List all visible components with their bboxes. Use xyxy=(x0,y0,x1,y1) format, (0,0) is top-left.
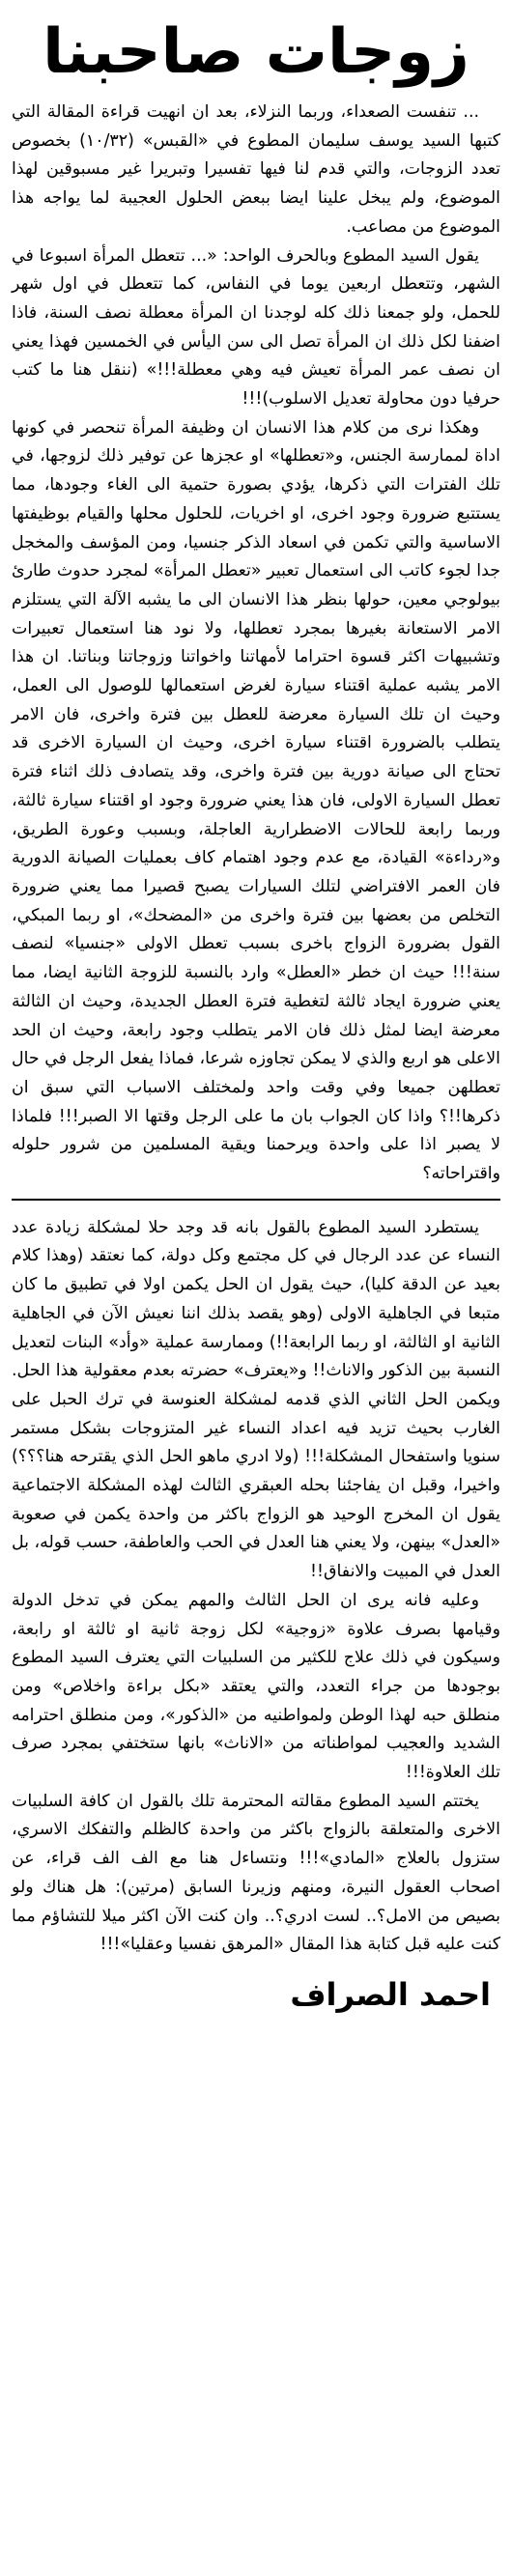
paragraph-analysis: وهكذا نرى من كلام هذا الانسان ان وظيفة المرأة تنحصر في كونها اداة لممارسة الجنس، و«تعطلها» او عجزها عن توفير ذلك لزوجها، في تلك الفترات التي ذكرها، يؤدي بصورة حتمية الى الغاء وجودها، مما يستتبع ضرورة وجود اخرى، او اخريات، للحلول محلها والقيام بوظيفتها الاساسية والتي تكمن في اسعاد الذكر جنسيا، ومن المؤسف والمخجل جدا لجوء كاتب الى استعمال تعبير «تعطل المرأة» لمجرد حدوث طارئ بيولوجي معين، حولها بنظر هذا الانسان الى ما يشبه الآلة التي يستلزم الامر الاستعانة بغيرها بمجرد تعطلها، ولا نود هنا استعمال تعبيرات وتشبيهات اكثر قسوة احتراما لأمهاتنا واخواتنا وزوجاتنا وبناتنا. ان هذا الامر يشبه عملية اقتناء سيارة لغرض استعمالها للوصول الى العمل، وحيث ان تلك السيارة معرضة للعطل بين فترة واخرى، فان الامر يتطلب بالضرورة اقتناء سيارة اخرى، وحيث ان السيارة الاخرى قد تحتاج الى صيانة دورية بين فترة واخرى، وقد يتصادف ذلك اثناء فترة تعطل السيارة الاولى، فان هذا يعني ضرورة وجود او اقتناء سيارة ثالثة، وربما رابعة للحالات الاضطرارية العاجلة، وبسبب وعورة الطريق، و«رداءة» القيادة، مع عدم وجود اهتمام كاف بعمليات الصيانة الدورية فان العمر الافتراضي لتلك السيارات يصبح قصيرا مما يعني ضرورة التخلص من بعضها بين فترة واخرى من «المضحك»، او ربما المبكي، القول بضرورة الزواج باخرى بسبب تعطل الاولى «جنسيا» لنصف سنة!!! حيث ان خطر «العطل» وارد بالنسبة للزوجة الثانية ايضا، مما يعني ضرورة ايجاد ثالثة لتغطية فترة العطل الجديدة، وحيث ان الثالثة معرضة ايضا لمثل ذلك فان الامر يتطلب وجود رابعة، وحيث ان الحد الاعلى هو اربع والذي لا يمكن تجاوزه شرعا، فماذا يفعل الرجل في حال تعطلهن جميعا وفي وقت واحد ولمختلف الاسباب التي سبق ان ذكرها!!؟ واذا كان الجواب بان ما على الرجل وقتها الا الصبر!!! فلماذا لا يصبر اذا على واحدة ويرحمنا ويقية المسلمين من شرور حلوله واقتراحاته؟ xyxy=(12,417,500,1184)
article-body-part-1 xyxy=(12,99,500,1189)
paragraph-allowance: وعليه فانه يرى ان الحل الثالث والمهم يمكن في تدخل الدولة وقيامها بصرف علاوة «زوجية» لكل زوجة ثانية او ثالثة او رابعة، وسيكون في ذلك علاج للكثير من السلبيات التي يعترف السيد المطوع بوجودها من جراء التعدد، والتي يعتقد «بكل براءة واخلاص» ومن منطلق حبه لهذا الوطن ولمواطنيه من «الذكور»، ومن منطلق احترامه الشديد والعجيب لمواطناته من «الاناث» بانها ستختفي بمجرد صرف تلك العلاوة!!! xyxy=(12,1590,500,1783)
author-signature: احمد الصراف xyxy=(290,1976,491,2013)
section-divider xyxy=(12,1199,500,1201)
paragraph-conclusion: يختتم السيد المطوع مقالته المحترمة تلك بالقول ان كافة السلبيات الاخرى والمتعلقة بالزواج باكثر من واحدة كالظلم والتفكك الاسري، ستزول بالعلاج «المادي»!!! ونتساءل هنا مع الف الف قراء، عن اصحاب العقول النيرة، ومنهم وزيرنا السابق (مرتين): هل هناك ولو بصيص من الامل؟.. لست ادري؟.. وان كنت الآن اكثر ميلا للتشاؤم مما كنت عليه قبل كتابة هذا المقال «المرهق نفسيا وعقليا»!!! xyxy=(12,1791,500,1955)
article-body-part-2 xyxy=(12,1214,500,1960)
paragraph-intro: ... تنفست الصعداء، وربما النزلاء، بعد ان انهيت قراءة المقالة التي كتبها السيد يوسف سليمان المطوع في «القبس» (١٠/٣٢) بخصوص تعدد الزوجات، والتي قدم لنا فيها تفسيرا وتبريرا غير مسبوقين لهذا الموضوع، ولم يبخل علينا ايضا ببعض الحلول العجيبة لما يواجه هذا الموضوع من مصاعب. xyxy=(12,102,500,237)
article-title: زوجات صاحبنا xyxy=(43,16,469,88)
paragraph-quote: يقول السيد المطوع وبالحرف الواحد: «... تتعطل المرأة اسبوعا في الشهر، وتتعطل اربعين يوما في النفاس، كما تتعطل في اول شهر للحمل، ولو جمعنا ذلك كله لوجدنا ان المرأة معطلة نصف السنة، فاذا اضفنا لكل ذلك ان المرأة تصل الى سن اليأس في الخمسين فهذا يعني ان نصف عمر المرأة تعيش فيه وهي معطلة!!!» (ننقل هنا ما كتب حرفيا دون محاولة تعديل الاسلوب)!!! xyxy=(12,245,500,410)
paragraph-solutions: يستطرد السيد المطوع بالقول بانه قد وجد حلا لمشكلة زيادة عدد النساء عن عدد الرجال في كل مجتمع وكل دولة، كما نعتقد (وهذا كلام بعيد عن الدقة كليا)، حيث يقول ان الحل يكمن اولا في تطبيق ما كان متبعا في الجاهلية الاولى (وهو يقصد بذلك اننا نعيش الآن في الجاهلية الثانية او الثالثة، او ربما الرابعة!!) وممارسة عملية «وأد» البنات لتعديل النسبة بين الذكور والاناث!! و«يعترف» حضرته بعدم معقولية هذا الحل. ويكمن الحل الثاني الذي قدمه لمشكلة العنوسة في ترك الحبل على الغارب بحيث تزيد فيه اعداد النساء غير المتزوجات بشكل مستمر سنويا واستفحال المشكلة!!! (ولا ادري ماهو الحل الذي يقترحه هنا؟؟؟) واخيرا، وقبل ان يفاجئنا بحله العبقري الثالث لهذه المشكلة الاجتماعية يقول ان المخرج الوحيد هو الزواج باكثر من واحدة يكمن في صعوبة «العدل» بينهن، ولا يعني هنا العدل في الحب والعاطفة، حسب قوله، بل العدل في المبيت والانفاق!! xyxy=(12,1217,500,1582)
